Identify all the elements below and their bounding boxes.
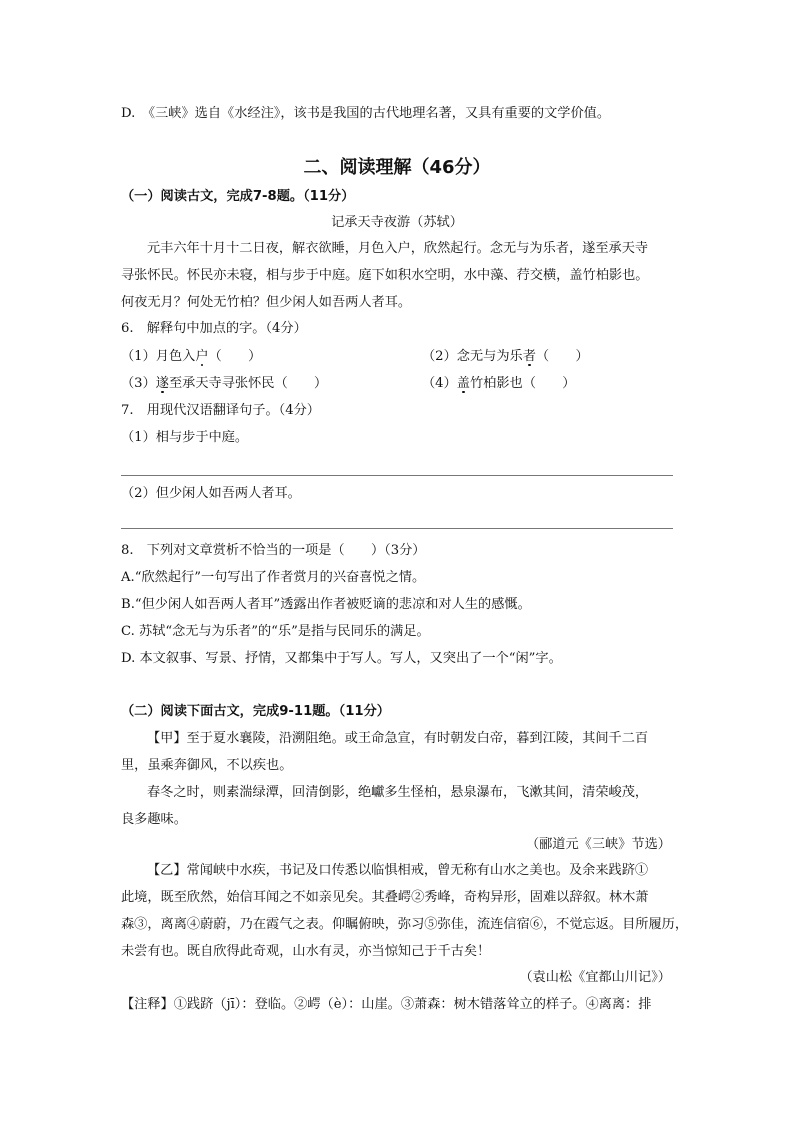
q6-item-4-pre: （4） <box>422 376 457 391</box>
q6-item-2 <box>422 347 589 367</box>
q6-item-1-pre: （1）月色入 <box>121 349 196 364</box>
question-8: 8. 下列对文章赏析不恰当的一项是（ ）（3分） <box>121 543 426 558</box>
q6-item-4-blank[interactable]: 竹柏影也（ ） <box>469 376 576 391</box>
yi-source: （袁山松《宜都山川记》） <box>519 970 671 985</box>
q6-item-3-blank[interactable]: 至承天寺寻张怀民（ ） <box>168 376 328 391</box>
q6-item-2-pre: （2）念无与为乐 <box>422 349 523 364</box>
jia-line-3: 春冬之时，则素湍绿潭，回清倒影，绝巘多生怪柏，悬泉瀑布，飞漱其间，清荣峻茂， <box>147 785 649 800</box>
answer-line-2[interactable] <box>121 528 673 529</box>
q6-item-1-dotted-char: 户 <box>195 349 209 364</box>
q8-option-d[interactable]: D. 本文叙事、写景、抒情，又都集中于写人。写人，又突出了一个“闲”字。 <box>121 651 562 666</box>
q6-item-2-dotted-char: 者 <box>522 349 536 364</box>
q6-item-4 <box>422 374 575 394</box>
yi-line-3: 森③，离离④蔚蔚，乃在霞气之表。仰瞩俯映，弥习⑤弥佳，流连信宿⑥，不觉忘返。目所履历， <box>121 917 689 932</box>
jia-line-1: 【甲】至于夏水襄陵，沿溯阻绝。或王命急宣，有时朝发白帝，暮到江陵，其间千二百 <box>147 731 649 746</box>
q7-sentence-2: （2）但少闲人如吾两人者耳。 <box>121 486 301 501</box>
yi-line-4: 未尝有也。既自欣得此奇观，山水有灵，亦当惊知己于千古矣！ <box>121 944 491 959</box>
q8-option-b[interactable]: B.“但少闲人如吾两人者耳”透露出作者被贬谪的悲凉和对人生的感慨。 <box>121 597 531 612</box>
q6-item-4-dotted-char: 盖 <box>456 376 470 391</box>
q6-item-3-pre: （3） <box>121 376 156 391</box>
jia-line-4: 良多趣味。 <box>121 812 187 827</box>
annotation-notes: 【注释】①践跻（jī）：登临。②崿（è）：山崖。③萧森：树木错落耸立的样子。④离离：排 <box>121 997 652 1012</box>
yi-line-1: 【乙】常闻峡中水疾，书记及口传悉以临惧相戒，曾无称有山水之美也。及余来践跻① <box>147 863 649 878</box>
q6-item-1-blank[interactable]: （ ） <box>208 349 262 364</box>
question-7: 7. 用现代汉语翻译句子。（4分） <box>121 403 320 418</box>
section-title: 二、阅读理解（46分） <box>303 157 491 178</box>
part2-heading: （二）阅读下面古文，完成9-11题。（11分） <box>121 704 390 719</box>
poem-title: 记承天寺夜游（苏轼） <box>331 215 463 230</box>
q6-item-2-blank[interactable]: （ ） <box>535 349 589 364</box>
part1-heading: （一）阅读古文，完成7-8题。（11分） <box>121 189 355 204</box>
passage1-line-1: 元丰六年十月十二日夜，解衣欲睡，月色入户，欣然起行。念无与为乐者，遂至承天寺 <box>147 241 649 256</box>
jia-source: （郦道元《三峡》节选） <box>525 837 671 852</box>
yi-line-2: 此境，既至欣然，始信耳闻之不如亲见矣。其叠崿②秀峰，奇构异形，固难以辞叙。林木萧 <box>121 890 649 905</box>
q6-item-3 <box>121 374 327 394</box>
question-6: 6. 解释句中加点的字。（4分） <box>121 321 307 336</box>
passage1-line-3: 何夜无月？何处无竹柏？但少闲人如吾两人者耳。 <box>121 295 412 310</box>
jia-line-2: 里，虽乘奔御风，不以疾也。 <box>121 758 293 773</box>
q7-sentence-1: （1）相与步于中庭。 <box>121 430 249 445</box>
q6-item-1 <box>121 347 261 367</box>
q6-item-3-dotted-char: 遂 <box>155 376 169 391</box>
answer-line-1[interactable] <box>121 475 673 476</box>
q8-option-a[interactable]: A.“欣然起行”一句写出了作者赏月的兴奋喜悦之情。 <box>121 570 426 585</box>
option-d-prev: D. 《三峡》选自《水经注》，该书是我国的古代地理名著，又具有重要的文学价值。 <box>121 106 611 121</box>
passage1-line-2: 寻张怀民。怀民亦未寝，相与步于中庭。庭下如积水空明，水中藻、荇交横，盖竹柏影也。 <box>121 268 649 283</box>
q8-option-c[interactable]: C. 苏轼“念无与为乐者”的“乐”是指与民同乐的满足。 <box>121 624 430 639</box>
